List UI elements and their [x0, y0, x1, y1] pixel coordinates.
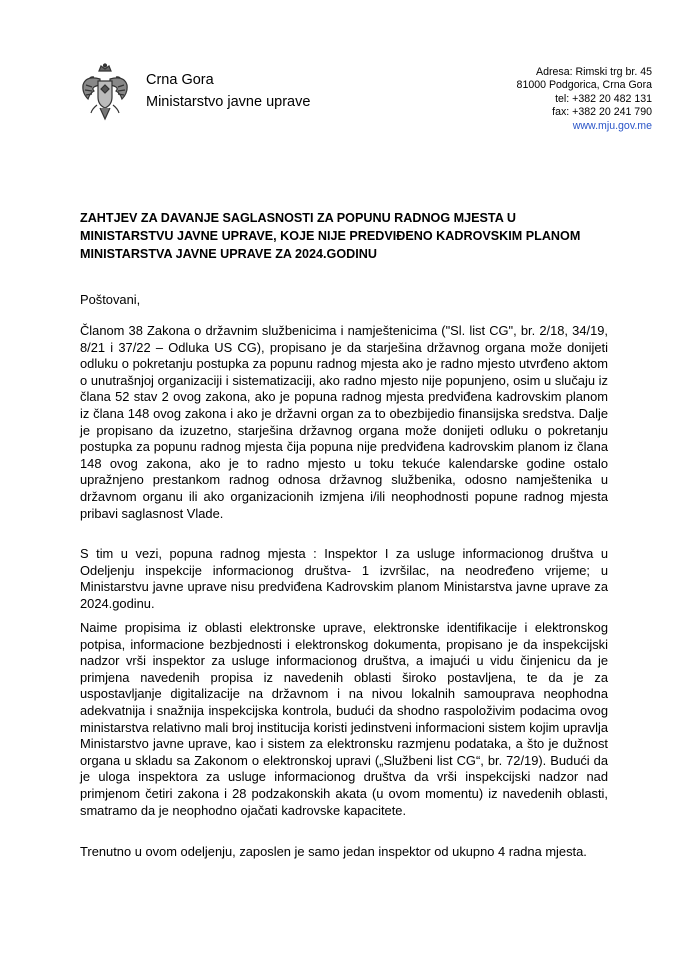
document-title: ZAHTJEV ZA DAVANJE SAGLASNOSTI ZA POPUNU RADNOG MJESTA U MINISTARSTVU JAVNE UPRAVE, KOJE NIJE PREDVIĐENO KADROVSKIM PLANOM MINISTARSTVA JAVNE UPRAVE ZA 2024.GODINU: [80, 211, 581, 261]
ministry-name: Ministarstvo javne uprave: [146, 94, 311, 110]
body-paragraph: Naime propisima iz oblasti elektronske uprave, elektronske identifikacije i elektronskog potpisa, informacione bezbjednosti i elektronskog dokumenta, propisano je da inspekcijski nadzor vrši inspektor za usluge informacionog društva, a imajući u vidu činjenicu da je primjena navedenih propisa iz navedenih oblasti široko postavljena, te da je za uspostavljanje digitalizacije na državnom i na nivou lokalnih samouprava neophodna adekvatnija i snažnija inspekcijska kontrola, budući da shodno raspoloživim podacima ovog ministarstva relativno mali broj institucija koristi jedinstveni informacioni sistem kojim upravlja Ministarstvo javne uprave, kao i sistem za elektronsku razmjenu podataka, a što je dužnost organa u skladu sa Zakonom o elektronskoj upravi („Službeni list CG“, br. 72/19). Budući da je uloga inspektora za usluge informacionog društva da vrši inspekcijski nadzor nad primjenom četiri zakona i 28 podzakonskih akata (u ovom momentu) iz navedenih oblasti, smatramo da je neophodno ojačati kadrovske kapacitete.: [80, 620, 608, 818]
body-paragraph: Trenutno u ovom odeljenju, zaposlen je samo jedan inspektor od ukupno 4 radna mjesta.: [80, 844, 587, 859]
coat-of-arms-icon: [80, 63, 130, 121]
address-block: [517, 66, 652, 133]
address-line: 81000 Podgorica, Crna Gora: [516, 79, 652, 92]
greeting: Poštovani,: [80, 292, 141, 307]
organization-name: [146, 69, 310, 113]
website-link[interactable]: www.mju.gov.me: [572, 119, 652, 132]
fax-line: fax: +382 20 241 790: [552, 106, 652, 119]
body-paragraph: S tim u vezi, popuna radnog mjesta : Inspektor I za usluge informacionog društva u Odeljenju inspekcije informacionog društva- 1 izvršilac, na neodređeno vrijeme; u Ministarstvu javne uprave nisu predviđena Kadrovskim planom Ministarstva javne uprave za 2024.godinu.: [80, 546, 608, 611]
address-line: Adresa: Rimski trg br. 45: [536, 66, 652, 78]
phone-line: tel: +382 20 482 131: [555, 92, 652, 105]
body-paragraph: Članom 38 Zakona o državnim službenicima i namještenicima ("Sl. list CG", br. 2/18, 34/19, 8/21 i 37/22 – Odluka US CG), propisano je da starješina državnog organa može donijeti odluku o pokretanju postupka za popunu radnog mjesta ako je radno mjesto utvrđeno aktom o unutrašnjoj organizaciji i sistematizaciji, ako radno mjesto nije popunjeno, osim u slučaju iz člana 52 stav 2 ovog zakona, ako je popuna radnog mjesta predviđena kadrovskim planom iz člana 148 ovog zakona i ako je državni organ za to obezbijedio finansijska sredstva. Dalje je propisano da izuzetno, starješina državnog organa može donijeti odluku o pokretanju postupka za popunu radnog mjesta čija popuna nije predviđena kadrovskim planom iz člana 148 ovog zakona, ako je to radno mjesto u toku tekuće kalendarske godine ostalo upražnjeno prestankom radnog odnosa državnog službenika, odosno namještenika u državnom organu ili ako organizacionih izmjena i/ili neophodnosti popune radnog mjesta pribavi saglasnost Vlade.: [80, 323, 608, 521]
country-name: Crna Gora: [146, 72, 214, 88]
